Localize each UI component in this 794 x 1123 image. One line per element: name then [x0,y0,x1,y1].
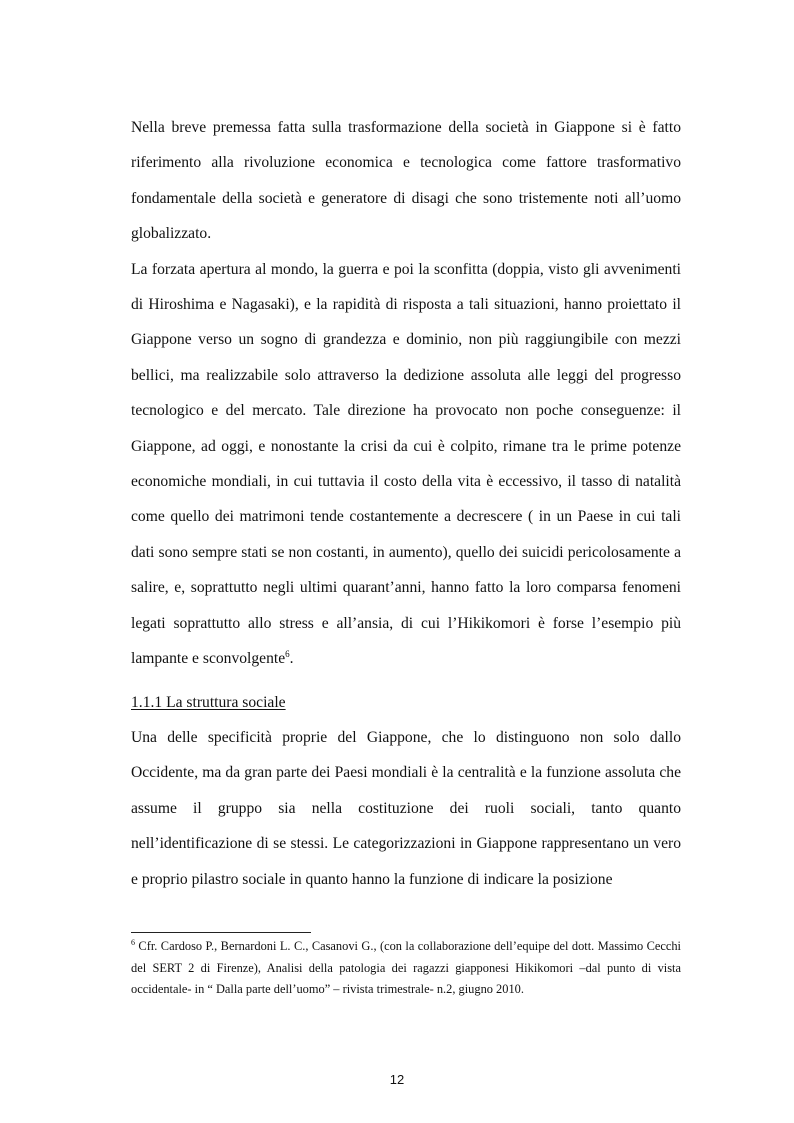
paragraph-1 [131,110,681,252]
page-number: 12 [389,1072,405,1087]
footnote-separator [131,932,311,933]
footnote-reference[interactable]: 6 [285,648,290,659]
paragraph-2-end: . [289,650,294,668]
body-text [131,110,681,897]
paragraph-2 [131,252,681,677]
footnote-number: 6 [131,937,135,947]
section-heading-text: 1.1.1 La struttura sociale [131,693,286,711]
paragraph-1-text: Nella breve premessa fatta sulla trasformazione della società in Giappone si è fatto riferimento alla rivoluzione economica e tecnologica come fattore trasformativo fondamentale della società e generatore di disagi che sono tristemente noti all’uomo globalizzato. [131,119,681,243]
footnote [131,936,681,1001]
section-heading [131,685,681,720]
paragraph-3 [131,720,681,897]
footnote-text: Cfr. Cardoso P., Bernardoni L. C., Casanovi G., (con la collaborazione dell’equipe del dott. Massimo Cecchi del SERT 2 di Firenze), Analisi della patologia dei ragazzi giapponesi Hikikomori –dal punto di vista occidentale- in “ Dalla parte dell’uomo” – rivista trimestrale- n.2, giugno 2010. [131,939,681,996]
paragraph-2-text: La forzata apertura al mondo, la guerra e poi la sconfitta (doppia, visto gli avvenimenti di Hiroshima e Nagasaki), e la rapidità di risposta a tali situazioni, hanno proiettato il Giappone verso un sogno di grandezza e dominio, non più raggiungibile con mezzi bellici, ma realizzabile solo attraverso la dedizione assoluta alle leggi del progresso tecnologico e del mercato. Tale direzione ha provocato non poche conseguenze: il Giappone, ad oggi, e nonostante la crisi da cui è colpito, rimane tra le prime potenze economiche mondiali, in cui tuttavia il costo della vita è eccessivo, il tasso di natalità come quello dei matrimoni tende costantemente a decrescere ( in un Paese in cui tali dati sono sempre stati se non costanti, in aumento), quello dei suicidi pericolosamente a salire, e, soprattutto negli ultimi quarant’anni, hanno fatto la loro comparsa fenomeni legati soprattutto allo stress e all’ansia, di cui l’Hikikomori è forse l’esempio più lampante e sconvolgente [131,260,681,668]
paragraph-3-text: Una delle specificità proprie del Giappone, che lo distinguono non solo dallo Occidente, ma da gran parte dei Paesi mondiali è la centralità e la funzione assoluta che assume il gruppo sia nella costituzione dei ruoli sociali, tanto quanto nell’identificazione di se stessi. Le categorizzazioni in Giappone rappresentano un vero e proprio pilastro sociale in quanto hanno la funzione di indicare la posizione [131,728,681,888]
